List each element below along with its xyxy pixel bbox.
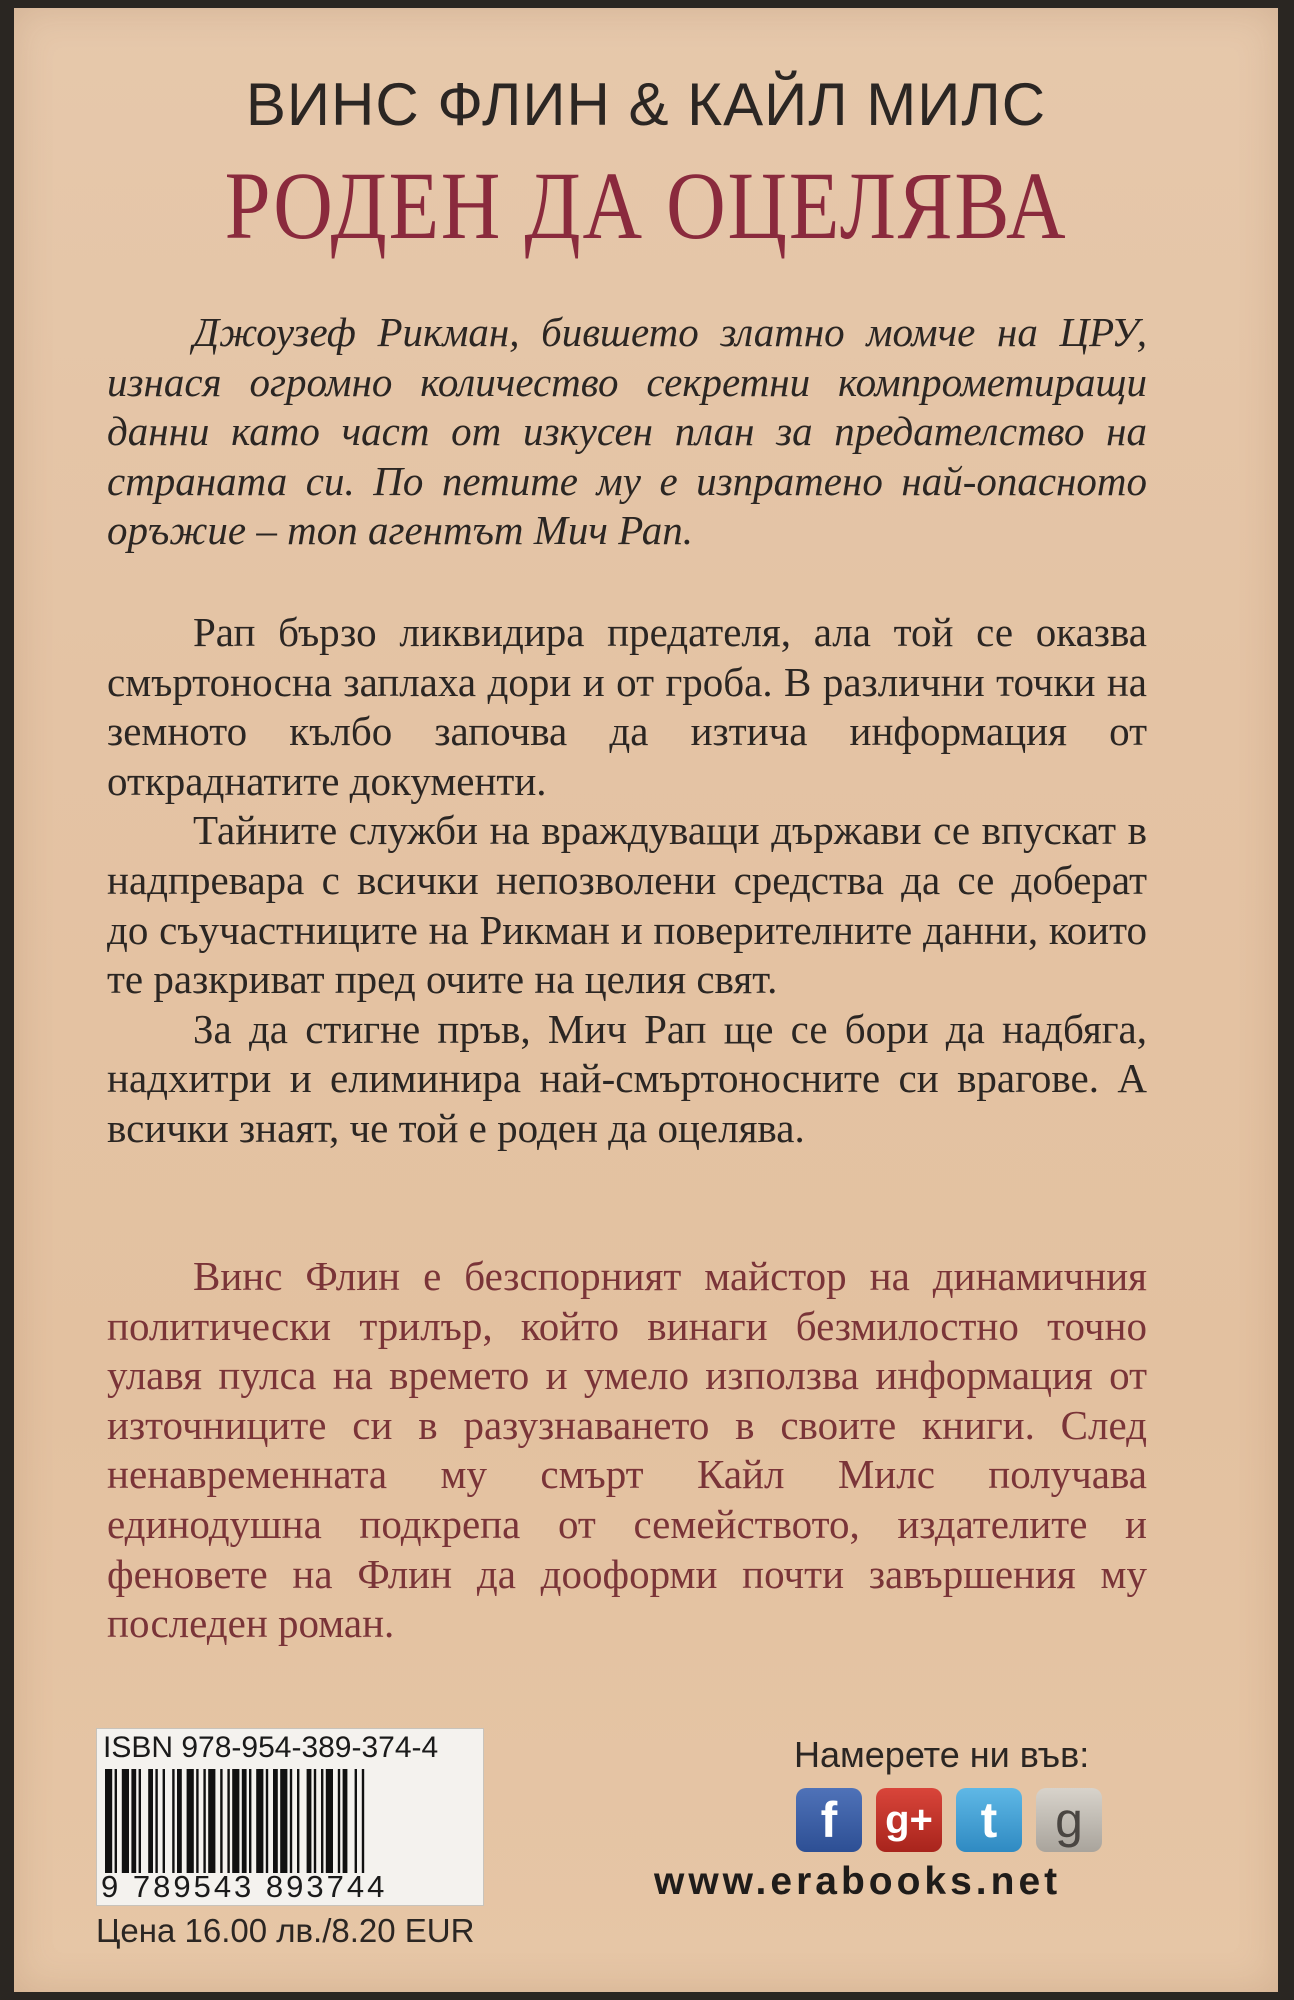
goodreads-icon[interactable]: g [1036,1788,1102,1852]
price-label: Цена 16.00 лв./8.20 EUR [96,1912,475,1949]
authors: ВИНС ФЛИН & КАЙЛ МИЛС [245,71,1047,138]
synopsis [107,608,1147,1154]
book-back-cover [14,8,1278,1992]
barcode-bars [105,1769,475,1873]
social-heading: Намерете ни във: [794,1734,1090,1775]
isbn-label: ISBN 978-954-389-374-4 [103,1731,439,1764]
facebook-icon[interactable]: f [796,1788,862,1852]
about-authors [107,1252,1147,1649]
google-plus-icon[interactable]: g+ [876,1788,942,1852]
twitter-icon[interactable]: t [956,1788,1022,1852]
about-paragraph: Винс Флин е безспорният майстор на динамичния политически трилър, който винаги безмилостно точно улавя пулса на времето и умело използва информация от източниците си в разузнаването в своите книги. След ненавременната му смърт Кайл Милс получава единодушна подкрепа от семейството, издателите и феновете на Флин да дооформи почти завършения му последен роман. [107,1253,1147,1647]
synopsis-paragraph-1: Рап бързо ликвидира предателя, ала той се оказва смъртоносна заплаха дори и от гроба. В различни точки на земното кълбо започва да изтича информация от откраднатите документи. [107,609,1147,804]
website-link[interactable]: www.erabooks.net [654,1860,1062,1903]
synopsis-paragraph-2: Тайните служби на враждуващи държави се впускат в надпревара с всички непозволени средства да се доберат до съучастниците на Рикман и поверителните данни, които те разкриват пред очите на целия свят. [107,807,1147,1003]
book-title: РОДЕН ДА ОЦЕЛЯВА [224,152,1068,259]
intro-blurb [107,308,1147,556]
synopsis-paragraph-3: За да стигне пръв, Мич Рап ще се бори да надбяга, надхитри и елиминира най-смъртоносните си врагове. А всички знаят, че той е роден да оцелява. [107,1005,1147,1151]
barcode [96,1728,484,1906]
intro-paragraph: Джоузеф Рикман, бившето златно момче на ЦРУ, изнася огромно количество секретни компрометиращи данни като част от изкусен план за предателство на страната си. По петите му е изпратено най-опасното оръжие – топ агентът Мич Рап. [107,309,1147,554]
social-icons [796,1788,1126,1854]
barcode-digits: 9 789543 893744 [101,1869,388,1904]
